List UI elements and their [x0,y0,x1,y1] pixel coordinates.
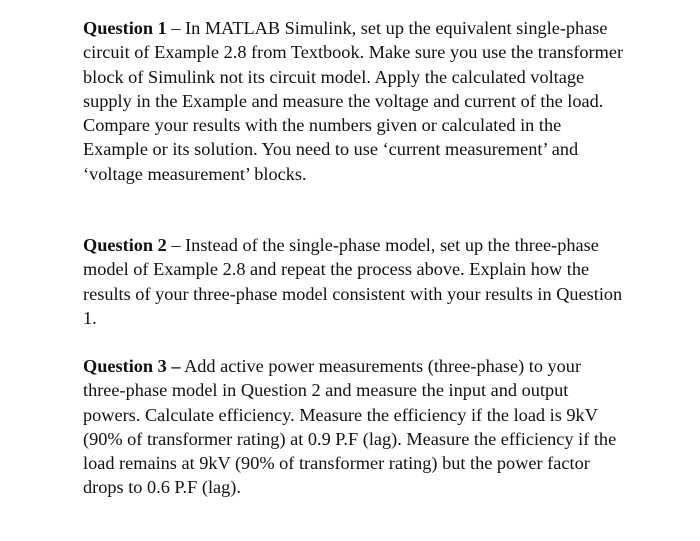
question-1-text: – In MATLAB Simulink, set up the equivalent single-phase circuit of Example 2.8 from Textbook. Make sure you use the transformer block of Simulink not its circuit model. Apply the calculated voltage supply in the Example and measure the voltage and current of the load. Compare your results with the numbers given or calculated in the Example or its solution. You need to use ‘current measurement’ and ‘voltage measurement’ blocks. [83,18,624,184]
question-1-label: Question 1 [83,18,167,38]
question-1 [83,16,628,186]
question-3-label: Question 3 – [83,356,181,376]
question-2-label: Question 2 [83,235,167,255]
question-2-text: – Instead of the single-phase model, set up the three-phase model of Example 2.8 and repeat the process above. Explain how the results of your three-phase model consistent with your results in Question 1. [83,235,623,328]
question-3-text: Add active power measurements (three-phase) to your three-phase model in Question 2 and measure the input and output powers. Calculate efficiency. Measure the efficiency if the load is 9kV (90% of transformer rating) at 0.9 P.F (lag). Measure the efficiency if the load remains at 9kV (90% of transformer rating) but the power factor drops to 0.6 P.F (lag). [83,356,617,498]
question-2 [83,233,628,330]
question-3 [83,354,628,500]
